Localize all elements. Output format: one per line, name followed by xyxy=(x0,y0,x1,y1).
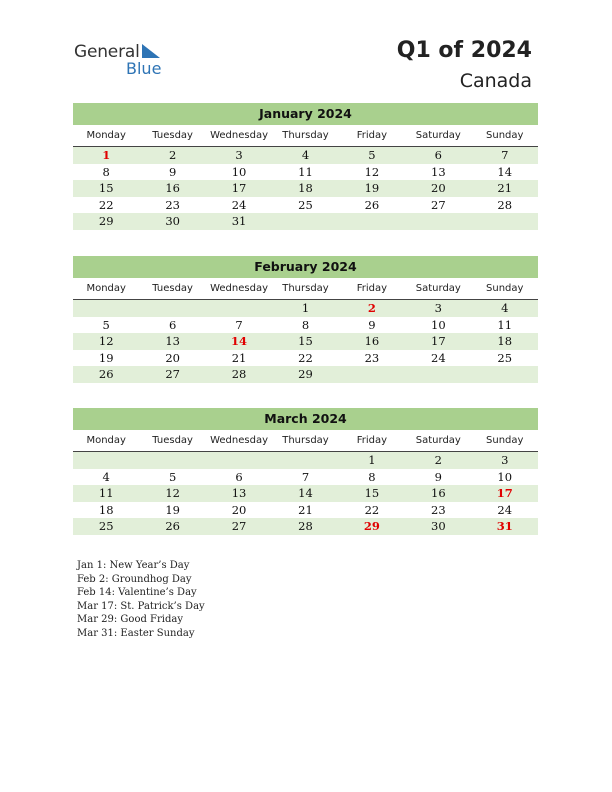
day-cell: 24 xyxy=(431,350,446,365)
week-row xyxy=(73,518,538,535)
day-cell: 1 xyxy=(301,301,310,315)
day-cell: 12 xyxy=(364,164,380,179)
day-cell: 11 xyxy=(497,317,513,332)
day-cell: 15 xyxy=(298,334,313,348)
day-cell: 17 xyxy=(431,334,446,348)
day-cell: 24 xyxy=(231,197,247,212)
day-cell: 28 xyxy=(497,197,513,212)
holiday-item: Mar 29: Good Friday xyxy=(77,614,183,625)
day-cell: 30 xyxy=(431,519,446,533)
day-cell: 28 xyxy=(298,519,313,533)
day-cell: 15 xyxy=(98,181,114,195)
day-cell xyxy=(206,300,272,317)
generalblue-logo xyxy=(74,42,174,78)
holiday-list xyxy=(77,559,205,640)
day-cell: 13 xyxy=(165,334,180,348)
day-cell: 6 xyxy=(235,469,243,484)
weekday-label: Sunday xyxy=(486,283,524,294)
day-cell: 3 xyxy=(501,453,509,467)
day-cell: 13 xyxy=(231,486,247,500)
day-cell xyxy=(405,366,471,383)
day-cell xyxy=(405,213,471,230)
week-row xyxy=(73,350,538,367)
week-row xyxy=(73,502,538,519)
week-row xyxy=(73,333,538,350)
day-cell: 19 xyxy=(165,502,180,517)
day-cell: 30 xyxy=(165,214,180,228)
day-cell: 15 xyxy=(364,486,380,500)
weekday-label: Saturday xyxy=(415,435,461,446)
week-row xyxy=(73,452,538,469)
weekday-label: Monday xyxy=(86,435,126,446)
day-cell xyxy=(272,452,338,469)
day-cell: 26 xyxy=(98,367,114,381)
weekday-header-row xyxy=(73,433,538,452)
weekday-label: Thursday xyxy=(282,283,329,294)
day-cell: 3 xyxy=(434,301,442,315)
day-cell: 2 xyxy=(434,453,442,467)
logo-blue-text: Blue xyxy=(126,59,162,78)
day-cell: 13 xyxy=(431,164,446,179)
day-cell xyxy=(339,366,405,383)
holiday-day-cell: 29 xyxy=(363,519,380,533)
weekday-header-row xyxy=(73,281,538,300)
day-cell: 25 xyxy=(497,350,513,365)
day-cell: 26 xyxy=(165,519,180,533)
day-cell: 23 xyxy=(364,350,380,365)
day-cell xyxy=(472,366,538,383)
holiday-item: Feb 14: Valentine’s Day xyxy=(77,587,197,598)
day-cell: 12 xyxy=(165,486,180,500)
day-cell: 18 xyxy=(497,334,513,348)
month-calendar xyxy=(73,408,538,535)
country-name: Canada xyxy=(459,70,532,92)
day-cell: 23 xyxy=(165,197,180,212)
weekday-label: Thursday xyxy=(282,130,329,141)
day-cell: 4 xyxy=(102,469,110,484)
holiday-day-cell: 2 xyxy=(367,301,376,315)
day-cell: 14 xyxy=(497,164,513,179)
month-calendar xyxy=(73,256,538,383)
day-cell xyxy=(73,452,139,469)
week-row xyxy=(73,197,538,214)
holiday-day-cell: 1 xyxy=(102,148,111,162)
weekday-label: Sunday xyxy=(486,435,524,446)
weekday-label: Monday xyxy=(86,130,126,141)
day-cell: 23 xyxy=(431,502,446,517)
day-cell: 12 xyxy=(98,334,114,348)
weekday-label: Tuesday xyxy=(152,130,193,141)
day-cell: 6 xyxy=(168,317,177,332)
day-cell: 24 xyxy=(497,502,513,517)
weekday-label: Saturday xyxy=(415,283,461,294)
week-row xyxy=(73,164,538,181)
day-cell xyxy=(73,300,139,317)
day-cell: 14 xyxy=(298,486,313,500)
weekday-label: Tuesday xyxy=(152,435,193,446)
day-cell: 29 xyxy=(98,214,114,228)
weekday-label: Friday xyxy=(356,435,388,446)
weekday-label: Friday xyxy=(356,130,388,141)
day-cell: 21 xyxy=(497,181,513,195)
day-cell: 22 xyxy=(364,502,380,517)
day-cell: 5 xyxy=(102,317,110,332)
weekday-label: Friday xyxy=(356,283,388,294)
day-cell xyxy=(206,452,272,469)
month-title: March 2024 xyxy=(73,408,538,430)
day-cell: 20 xyxy=(231,502,247,517)
weekday-label: Wednesday xyxy=(210,435,268,446)
holiday-item: Mar 31: Easter Sunday xyxy=(77,627,195,639)
week-row xyxy=(73,366,538,383)
day-cell: 10 xyxy=(497,469,513,484)
day-cell: 11 xyxy=(98,486,114,500)
month-calendar xyxy=(73,103,538,230)
day-cell: 9 xyxy=(434,469,442,484)
month-title: February 2024 xyxy=(73,256,538,278)
weekday-label: Tuesday xyxy=(152,283,193,294)
day-cell: 26 xyxy=(364,197,380,212)
day-cell: 4 xyxy=(501,301,509,315)
day-cell: 10 xyxy=(431,317,446,332)
day-cell: 5 xyxy=(168,469,177,484)
month-title: January 2024 xyxy=(73,103,538,125)
day-cell: 16 xyxy=(364,334,380,348)
holiday-day-cell: 17 xyxy=(496,486,513,500)
weekday-label: Monday xyxy=(86,283,126,294)
day-cell: 11 xyxy=(298,164,313,179)
day-cell: 8 xyxy=(102,164,110,179)
weekday-header-row xyxy=(73,128,538,147)
weekday-label: Saturday xyxy=(415,130,461,141)
day-cell: 8 xyxy=(368,469,376,484)
page-title: Q1 of 2024 xyxy=(396,38,532,63)
day-cell xyxy=(139,300,205,317)
week-row xyxy=(73,147,538,164)
day-cell: 27 xyxy=(231,519,247,533)
day-cell: 19 xyxy=(98,350,114,365)
day-cell xyxy=(139,452,205,469)
day-cell: 18 xyxy=(98,502,114,517)
day-cell: 22 xyxy=(298,350,313,365)
day-cell: 19 xyxy=(364,181,380,195)
day-cell: 17 xyxy=(231,181,247,195)
day-cell: 7 xyxy=(235,317,243,332)
day-cell xyxy=(472,213,538,230)
day-cell: 28 xyxy=(231,367,247,381)
day-cell: 18 xyxy=(298,181,313,195)
holiday-item: Mar 17: St. Patrick’s Day xyxy=(77,600,205,612)
day-cell: 25 xyxy=(98,519,114,533)
day-cell: 22 xyxy=(98,197,114,212)
day-cell: 5 xyxy=(368,148,376,162)
weekday-label: Thursday xyxy=(282,435,329,446)
day-cell: 20 xyxy=(165,350,180,365)
day-cell: 25 xyxy=(298,197,313,212)
day-cell: 6 xyxy=(434,148,442,162)
weekday-label: Wednesday xyxy=(210,283,268,294)
day-cell: 27 xyxy=(165,367,180,381)
holiday-item: Feb 2: Groundhog Day xyxy=(77,573,192,585)
day-cell: 3 xyxy=(235,148,243,162)
logo-triangle-icon xyxy=(142,44,160,58)
day-cell: 31 xyxy=(231,214,247,228)
day-cell: 7 xyxy=(501,148,509,162)
day-cell: 16 xyxy=(431,486,446,500)
week-row xyxy=(73,469,538,486)
week-row xyxy=(73,317,538,334)
day-cell: 20 xyxy=(431,181,446,195)
day-cell: 21 xyxy=(231,350,247,365)
week-row xyxy=(73,485,538,502)
day-cell: 27 xyxy=(431,197,446,212)
day-cell: 4 xyxy=(301,148,310,162)
holiday-day-cell: 31 xyxy=(496,519,513,533)
week-row xyxy=(73,300,538,317)
day-cell xyxy=(339,213,405,230)
day-cell: 1 xyxy=(368,453,376,467)
weekday-label: Sunday xyxy=(486,130,524,141)
logo-general-text: General xyxy=(74,42,140,62)
day-cell: 7 xyxy=(301,469,310,484)
day-cell xyxy=(272,213,338,230)
week-row xyxy=(73,213,538,230)
week-row xyxy=(73,180,538,197)
holiday-item: Jan 1: New Year’s Day xyxy=(77,560,190,571)
day-cell: 29 xyxy=(298,367,313,381)
day-cell: 9 xyxy=(368,317,376,332)
day-cell: 16 xyxy=(165,181,180,195)
day-cell: 10 xyxy=(231,164,247,179)
weekday-label: Wednesday xyxy=(210,130,268,141)
day-cell: 8 xyxy=(301,317,310,332)
day-cell: 9 xyxy=(168,164,177,179)
day-cell: 2 xyxy=(168,148,177,162)
holiday-day-cell: 14 xyxy=(231,334,248,348)
day-cell: 21 xyxy=(298,502,313,517)
